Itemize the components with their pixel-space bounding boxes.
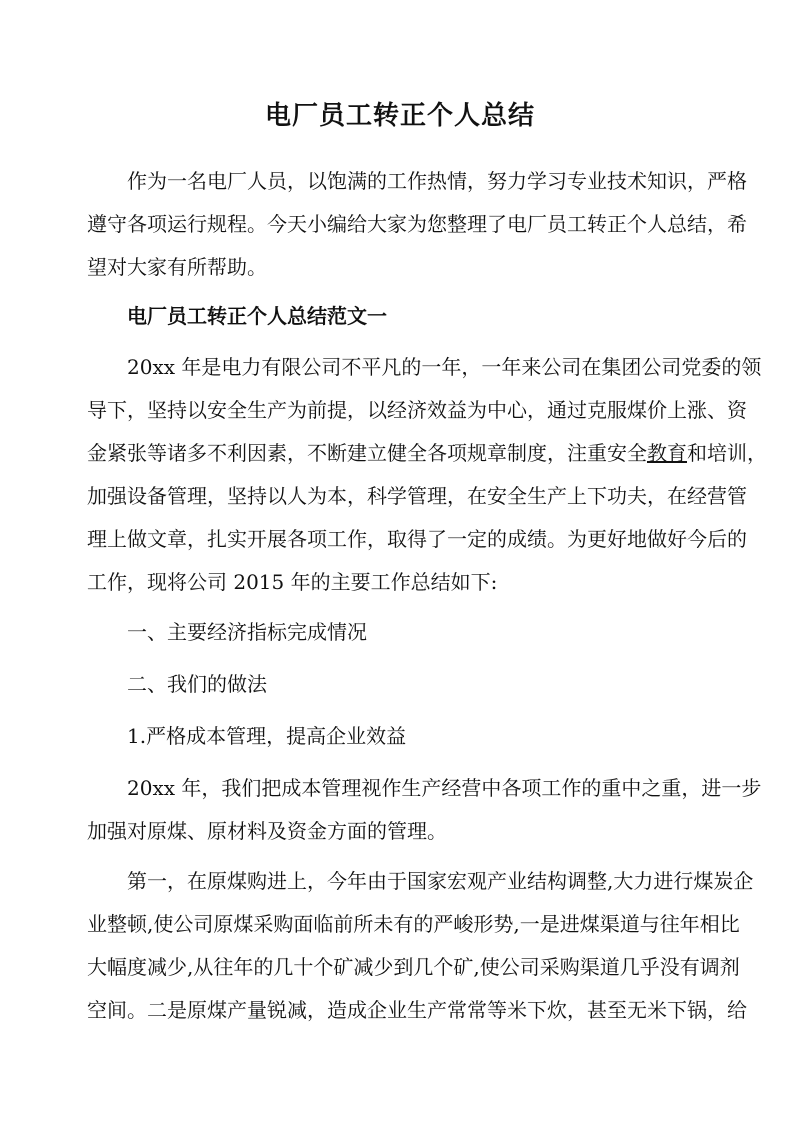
paragraph-2 <box>87 767 762 853</box>
section-heading-block <box>87 295 717 338</box>
document-title: 电厂员工转正个人总结 <box>264 101 535 131</box>
paragraph-1 <box>87 346 767 604</box>
paragraph-line: 第一，在原煤购进上，今年由于国家宏观产业结构调整,大力进行煤炭企 <box>127 869 754 893</box>
heading-2-block <box>87 663 717 706</box>
paragraph-text: 和培训， <box>687 441 767 465</box>
education-link[interactable]: 教育 <box>647 441 687 465</box>
paragraph-line: 大幅度减少,从往年的几十个矿减少到几个矿,使公司采购渠道几乎没有调剂 <box>87 955 740 979</box>
heading-3-block <box>87 715 717 758</box>
heading-2: 二、我们的做法 <box>127 672 267 696</box>
paragraph-3 <box>87 860 754 1032</box>
paragraph-line: 20xx 年，我们把成本管理视作生产经营中各项工作的重中之重，进一步 <box>127 776 762 800</box>
paragraph-line: 加强设备管理，坚持以人为本，科学管理，在安全生产上下功夫，在经营管 <box>87 484 747 508</box>
paragraph-line: 理上做文章，扎实开展各项工作，取得了一定的成绩。为更好地做好今后的 <box>87 527 747 551</box>
paragraph-line: 业整顿,使公司原煤采购面临前所未有的严峻形势,一是进煤渠道与往年相比 <box>87 912 740 936</box>
paragraph-line: 导下，坚持以安全生产为前提，以经济效益为中心，通过克服煤价上涨、资 <box>87 398 747 422</box>
intro-line: 望对大家有所帮助。 <box>87 255 267 279</box>
paragraph-line: 工作，现将公司 2015 年的主要工作总结如下: <box>87 570 498 594</box>
paragraph-line: 加强对原煤、原材料及资金方面的管理。 <box>87 819 447 843</box>
paragraph-text: 金紧张等诸多不利因素，不断建立健全各项规章制度，注重安全 <box>87 441 647 465</box>
heading-3: 1.严格成本管理，提高企业效益 <box>127 724 407 748</box>
intro-line: 作为一名电厂人员，以饱满的工作热情，努力学习专业技术知识，严格 <box>127 169 747 193</box>
paragraph-line: 20xx 年是电力有限公司不平凡的一年，一年来公司在集团公司党委的领 <box>127 355 762 379</box>
heading-1: 一、主要经济指标完成情况 <box>127 620 367 644</box>
intro-line: 遵守各项运行规程。今天小编给大家为您整理了电厂员工转正个人总结，希 <box>87 212 747 236</box>
heading-1-block <box>87 611 717 654</box>
paragraph-line <box>87 432 767 475</box>
intro-paragraph <box>87 160 747 289</box>
paragraph-line: 空间。二是原煤产量锐减，造成企业生产常常等米下炊，甚至无米下锅，给 <box>87 998 747 1022</box>
section-heading: 电厂员工转正个人总结范文一 <box>127 304 387 328</box>
